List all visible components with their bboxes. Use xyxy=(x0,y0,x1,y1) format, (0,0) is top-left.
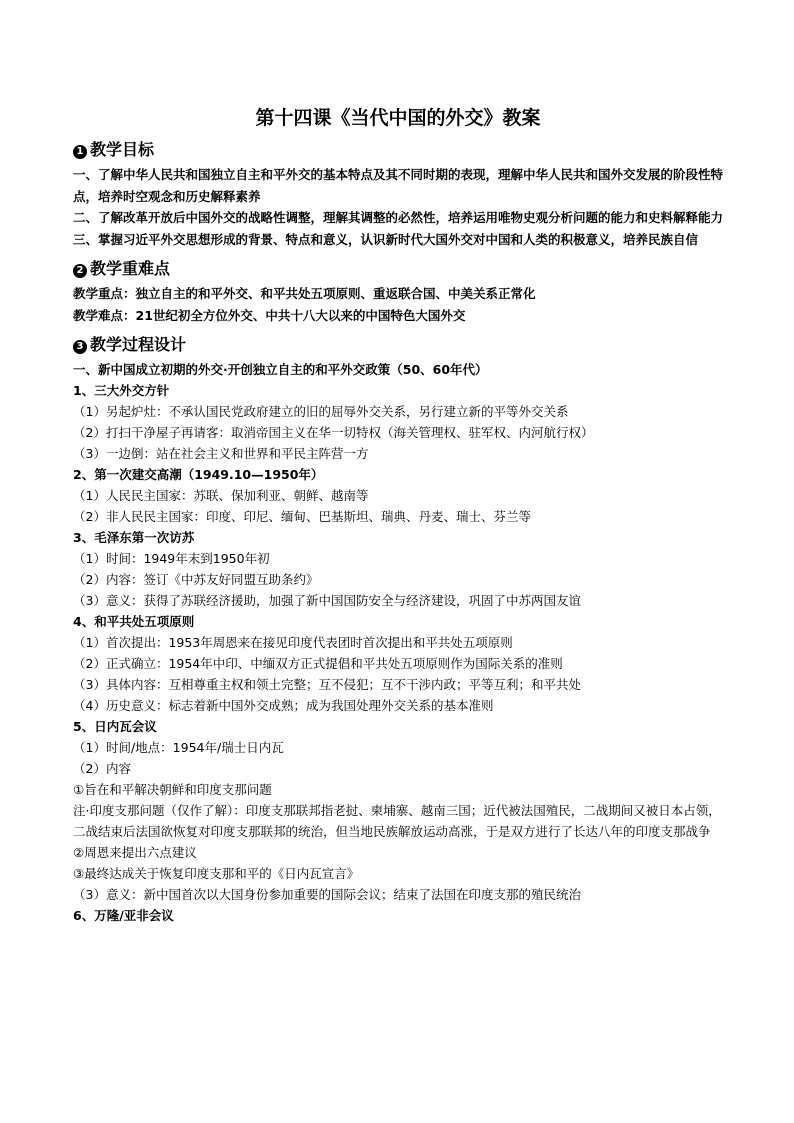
key-point: 教学重点：独立自主的和平外交、和平共处五项原则、重返联合国、中美关系正常化 xyxy=(73,286,536,301)
circled-number-2: 2 xyxy=(73,264,87,278)
section-heading-process xyxy=(73,333,723,357)
list-item: （3）意义：获得了苏联经济援助，加强了新中国国防安全与经济建设，巩固了中苏两国友谊 xyxy=(73,593,581,608)
list-item: （1）另起炉灶：不承认国民党政府建立的旧的屈辱外交关系，另行建立新的平等外交关系 xyxy=(73,404,569,419)
list-item: （1）首次提出：1953年周恩来在接见印度代表团时首次提出和平共处五项原则 xyxy=(73,635,513,650)
topic-heading: 5、日内瓦会议 xyxy=(73,719,157,734)
part-heading: 一、新中国成立初期的外交·开创独立自主的和平外交政策（50、60年代） xyxy=(73,362,488,377)
list-item: （2）打扫干净屋子再请客：取消帝国主义在华一切特权（海关管理权、驻军权、内河航行权） xyxy=(73,425,594,440)
list-item: （1）人民民主国家：苏联、保加利亚、朝鲜、越南等 xyxy=(73,488,369,503)
document-page xyxy=(73,100,723,926)
section-heading-goals xyxy=(73,138,723,162)
list-item: （3）意义：新中国首次以大国身份参加重要的国际会议；结束了法国在印度支那的殖民统治 xyxy=(73,887,581,902)
list-item: ③最终达成关于恢复印度支那和平的《日内瓦宣言》 xyxy=(73,866,360,881)
goal-item-3: 三、掌握习近平外交思想形成的背景、特点和意义，认识新时代大国外交对中国和人类的积极意义，培养民族自信 xyxy=(73,231,699,247)
topic-heading: 6、万隆/亚非会议 xyxy=(73,908,174,923)
section-heading-keypoints xyxy=(73,257,723,281)
list-item: ①旨在和平解决朝鲜和印度支那问题 xyxy=(73,782,272,797)
list-item: （2）内容：签订《中苏友好同盟互助条约》 xyxy=(73,572,319,587)
list-item: （2）正式确立：1954年中印、中缅双方正式提倡和平共处五项原则作为国际关系的准则 xyxy=(73,656,563,671)
list-item: （2）内容 xyxy=(73,761,131,776)
goal-item-2: 二、了解改革开放后中国外交的战略性调整，理解其调整的必然性，培养运用唯物史观分析问题的能力和史料解释能力 xyxy=(73,210,724,225)
list-item: （2）非人民民主国家：印度、印尼、缅甸、巴基斯坦、瑞典、丹麦、瑞士、芬兰等 xyxy=(73,509,531,524)
lesson-title: 第十四课《当代中国的外交》教案 xyxy=(255,107,541,129)
difficult-point: 教学难点：21世纪初全方位外交、中共十八大以来的中国特色大国外交 xyxy=(73,307,466,323)
goal-item-1: 一、了解中华人民共和国独立自主和平外交的基本特点及其不同时期的表现，理解中华人民共和国外交发展的阶段性特点，培养时空观念和历史解释素养 xyxy=(73,167,724,204)
topic-heading: 4、和平共处五项原则 xyxy=(73,614,195,629)
list-item: （1）时间/地点：1954年/瑞士日内瓦 xyxy=(73,740,284,755)
topic-heading: 1、三大外交方针 xyxy=(73,383,170,398)
section-title-goals: 教学目标 xyxy=(90,140,155,159)
list-item: （4）历史意义：标志着新中国外交成熟；成为我国处理外交关系的基本准则 xyxy=(73,698,494,713)
section-title-process: 教学过程设计 xyxy=(90,335,187,354)
circled-number-3: 3 xyxy=(73,340,87,354)
list-item: ②周恩来提出六点建议 xyxy=(73,845,197,860)
topic-heading: 3、毛泽东第一次访苏 xyxy=(73,530,195,545)
topic-heading: 2、第一次建交高潮（1949.10—1950年） xyxy=(73,467,324,482)
note-paragraph: 注·印度支那问题（仅作了解）：印度支那联邦指老挝、柬埔寨、越南三国；近代被法国殖民，二战期间又被日本占领，二战结束后法国欲恢复对印度支那联邦的统治，但当地民族解放运动高涨，于是双方进行了长达八年的印度支那战争 xyxy=(73,803,721,839)
list-item: （1）时间：1949年末到1950年初 xyxy=(73,551,270,566)
list-item: （3）具体内容：互相尊重主权和领土完整；互不侵犯；互不干涉内政；平等互利；和平共处 xyxy=(73,677,581,692)
section-title-keypoints: 教学重难点 xyxy=(90,259,171,278)
list-item: （3）一边倒：站在社会主义和世界和平民主阵营一方 xyxy=(73,446,369,461)
circled-number-1: 1 xyxy=(73,145,87,159)
